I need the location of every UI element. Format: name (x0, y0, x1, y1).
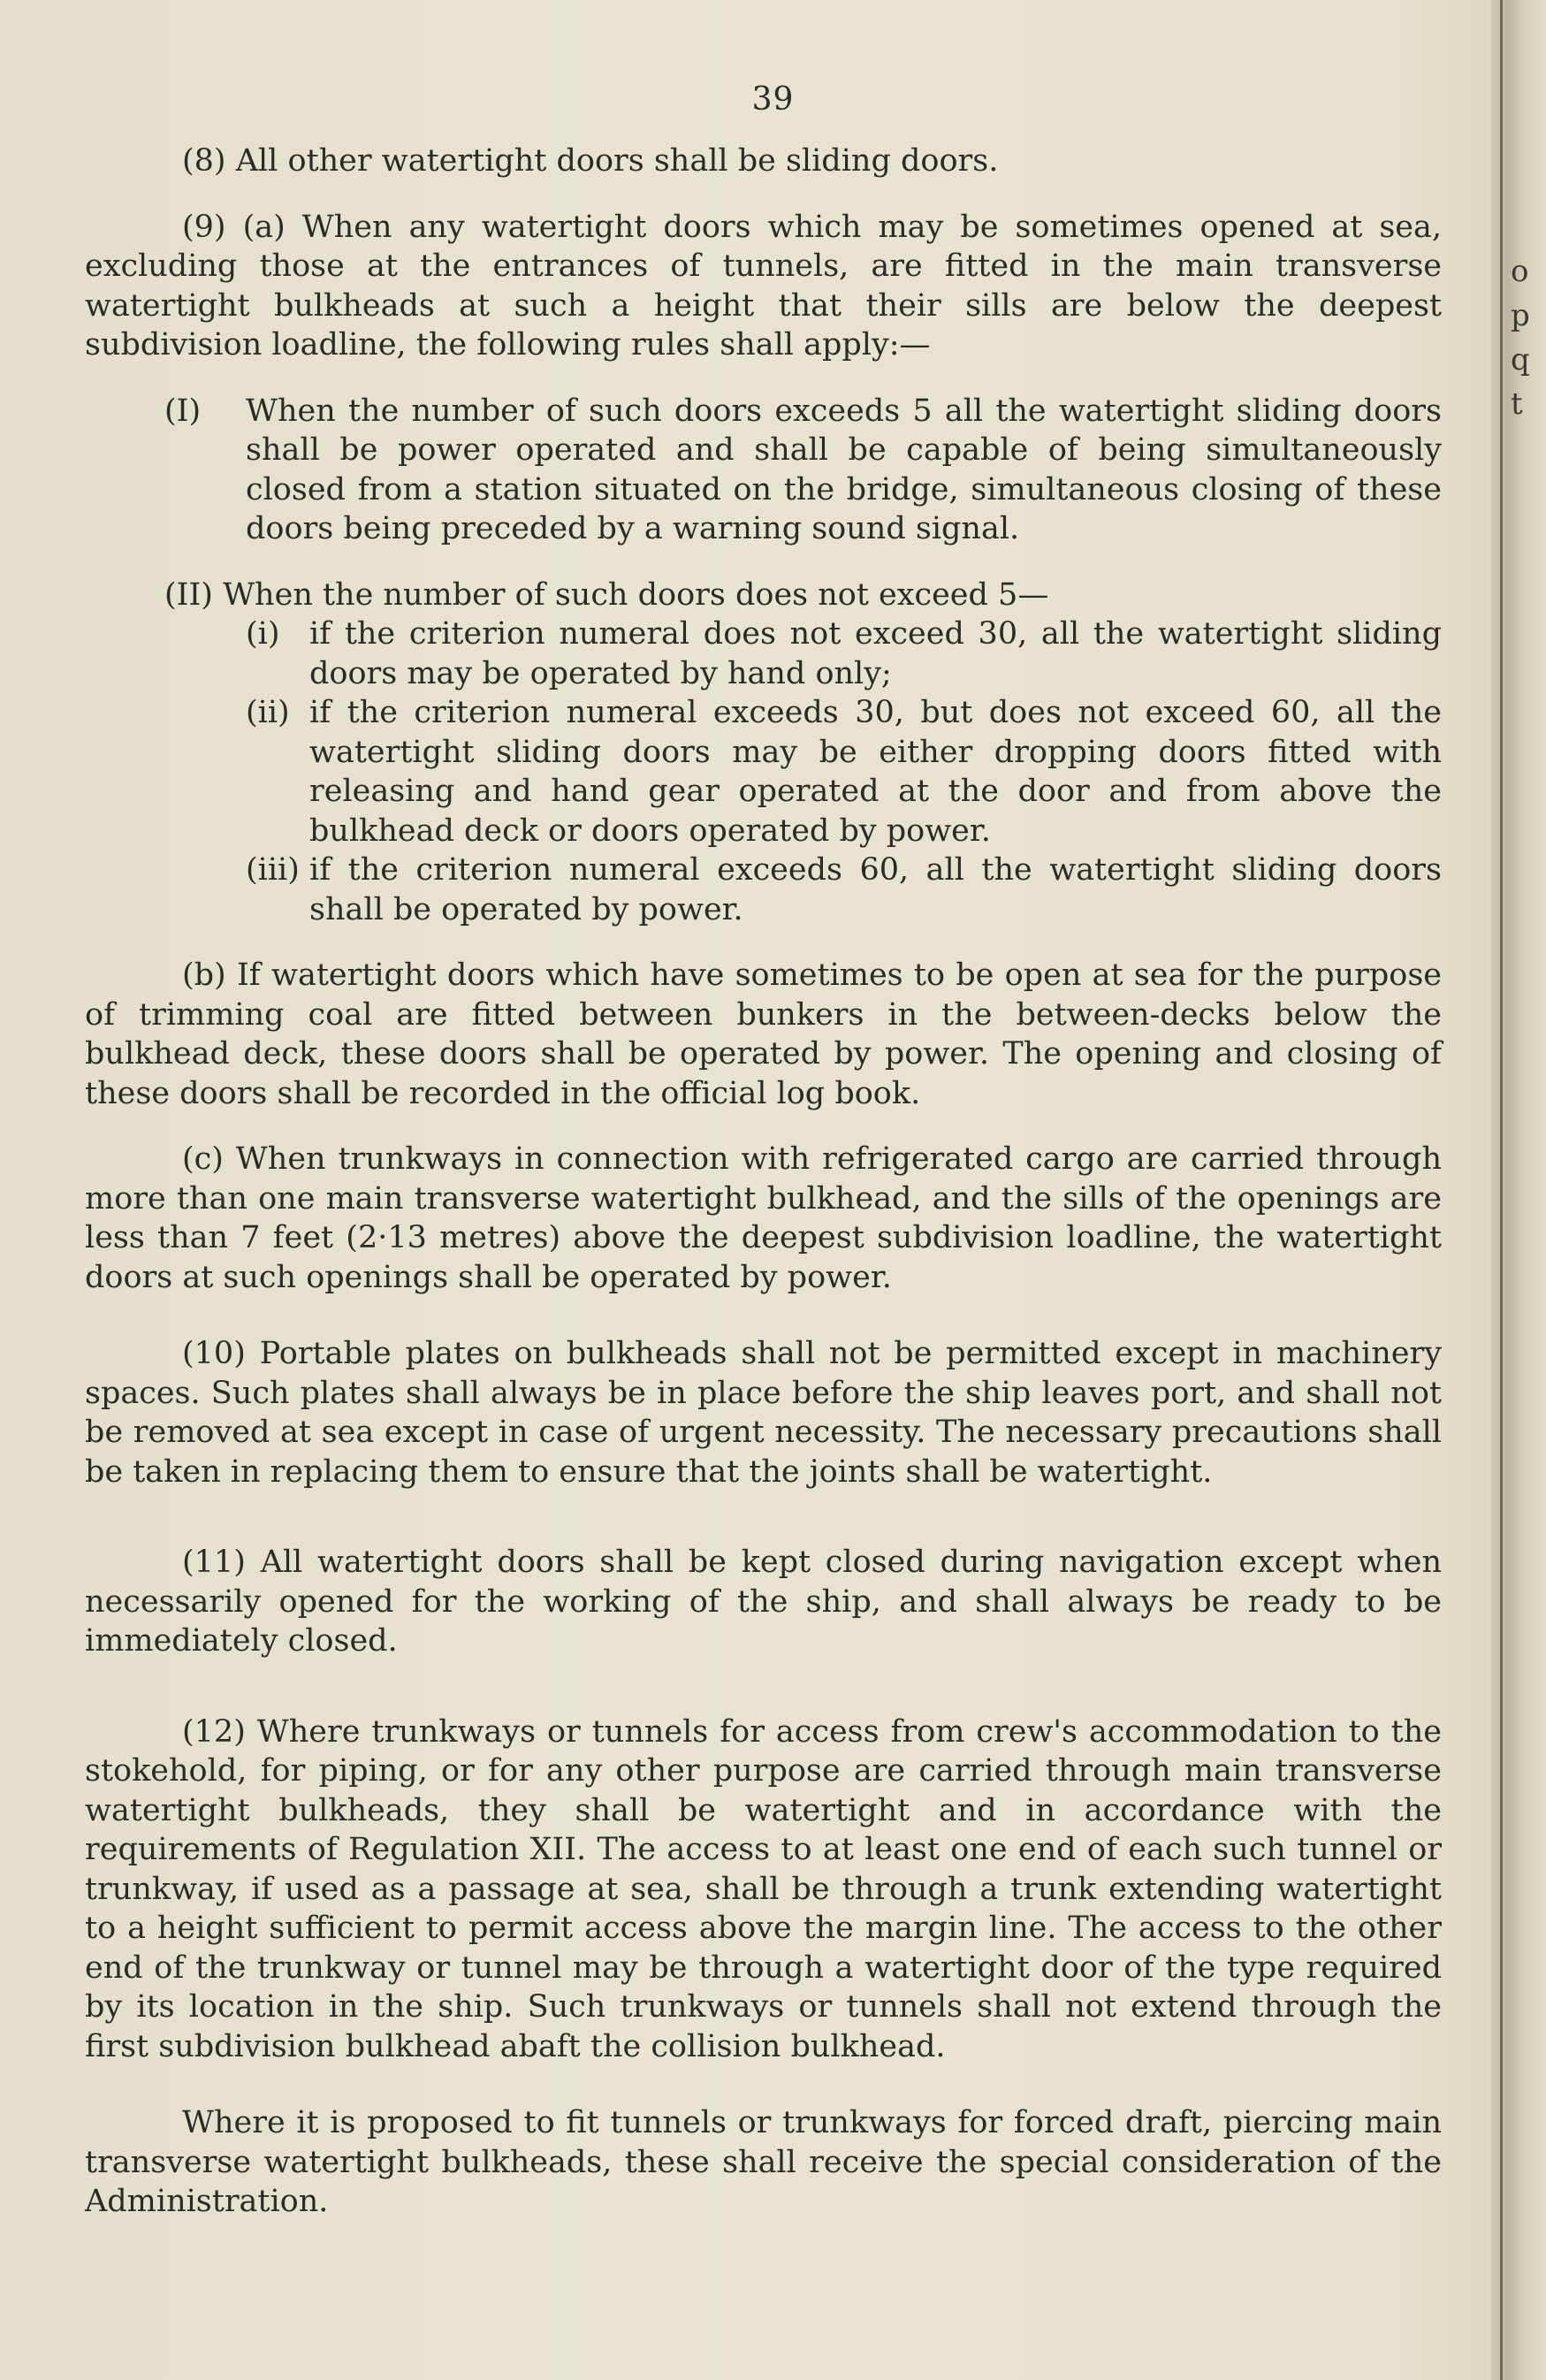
rule-II-item-label: (i) (246, 616, 280, 652)
regulation-body (85, 141, 1442, 2222)
regulation-9b: (b) If watertight doors which have sometimes to be open at sea for the purpose of trimming coal are fitted between bunkers in the between-decks below the bulkhead deck, these doors shall be operated by power. The opening and closing of these doors shall be recorded in the official log book. (85, 957, 1442, 1111)
rule-II-item-label: (iii) (246, 852, 300, 888)
spine-fragment: o (1511, 254, 1529, 289)
rule-II-item-ii (85, 693, 1442, 851)
rule-I (85, 392, 1442, 549)
spine-fragment: q (1511, 342, 1530, 378)
rule-I-text: When the number of such doors exceeds 5 all the watertight sliding doors shall be power operated and shall be capable of being simultaneously closed from a station situated on the bridge, simultaneous closing of these doors being preceded by a warning sound signal. (246, 393, 1442, 546)
regulation-9a: (9) (a) When any watertight doors which may be sometimes opened at sea, excluding those at the entrances of tunnels, are fitted in the main transverse watertight bulkheads at such a height that their sills are below the deepest subdivision loadline, the following rules shall apply:— (85, 209, 1442, 362)
rule-II-item-text: if the criterion numeral exceeds 60, all the watertight sliding doors shall be operated by power. (309, 852, 1442, 927)
rule-II-item-label: (ii) (246, 695, 290, 730)
page-number: 39 (751, 81, 795, 118)
rule-II-item-text: if the criterion numeral does not exceed 30, all the watertight sliding doors may be operated by hand only; (309, 616, 1442, 691)
regulation-8: (8) All other watertight doors shall be sliding doors. (182, 143, 999, 179)
regulation-11: (11) All watertight doors shall be kept closed during navigation except when necessarily opened for the working of the ship, and shall always be ready to be immediately closed. (85, 1545, 1442, 1659)
spine-edge-line (1500, 0, 1503, 2380)
forced-draft-paragraph: Where it is proposed to fit tunnels or trunkways for forced draft, piercing main transverse watertight bulkheads, these shall receive the special consideration of the Administration. (85, 2105, 1442, 2219)
facing-page-fragments (1511, 249, 1546, 426)
regulation-9c: (c) When trunkways in connection with refrigerated cargo are carried through more than one main transverse watertight bulkhead, and the sills of the openings are less than 7 feet (2·13 metres) above the deepest subdivision loadline, the watertight doors at such openings shall be operated by power. (85, 1141, 1442, 1295)
rule-II-item-text: if the criterion numeral exceeds 30, but does not exceed 60, all the watertight sliding doors may be either dropping doors fitted with releasing and hand gear operated at the door and from above the bulkhead deck or doors operated by power. (309, 695, 1442, 849)
rule-II-item-i (85, 614, 1442, 693)
regulation-10: (10) Portable plates on bulkheads shall not be permitted except in machinery spaces. Such plates shall always be in place before the ship leaves port, and shall not be removed at sea except in case of urgent necessity. The necessary precautions shall be taken in replacing them to ensure that the joints shall be watertight. (85, 1336, 1442, 1490)
spine-fragment: p (1511, 298, 1530, 333)
book-spine (1491, 0, 1546, 2380)
rule-I-label: (I) (164, 393, 202, 429)
regulation-12: (12) Where trunkways or tunnels for access from crew's accommodation to the stokehold, for piping, or for any other purpose are carried through main transverse watertight bulkheads, they shall be watertight and in accordance with the requirements of Regulation XII. The access to at least one end of each such tunnel or trunkway, if used as a passage at sea, shall be through a trunk extending watertight to a height sufficient to permit access above the margin line. The access to the other end of the trunkway or tunnel may be through a watertight door of the type required by its location in the ship. Such trunkways or tunnels shall not extend through the first subdivision bulkhead abaft the collision bulkhead. (85, 1713, 1442, 2064)
rule-II-item-iii (85, 851, 1442, 929)
spine-fragment: t (1511, 386, 1523, 422)
rule-II-heading: (II) When the number of such doors does not exceed 5— (164, 576, 1049, 613)
